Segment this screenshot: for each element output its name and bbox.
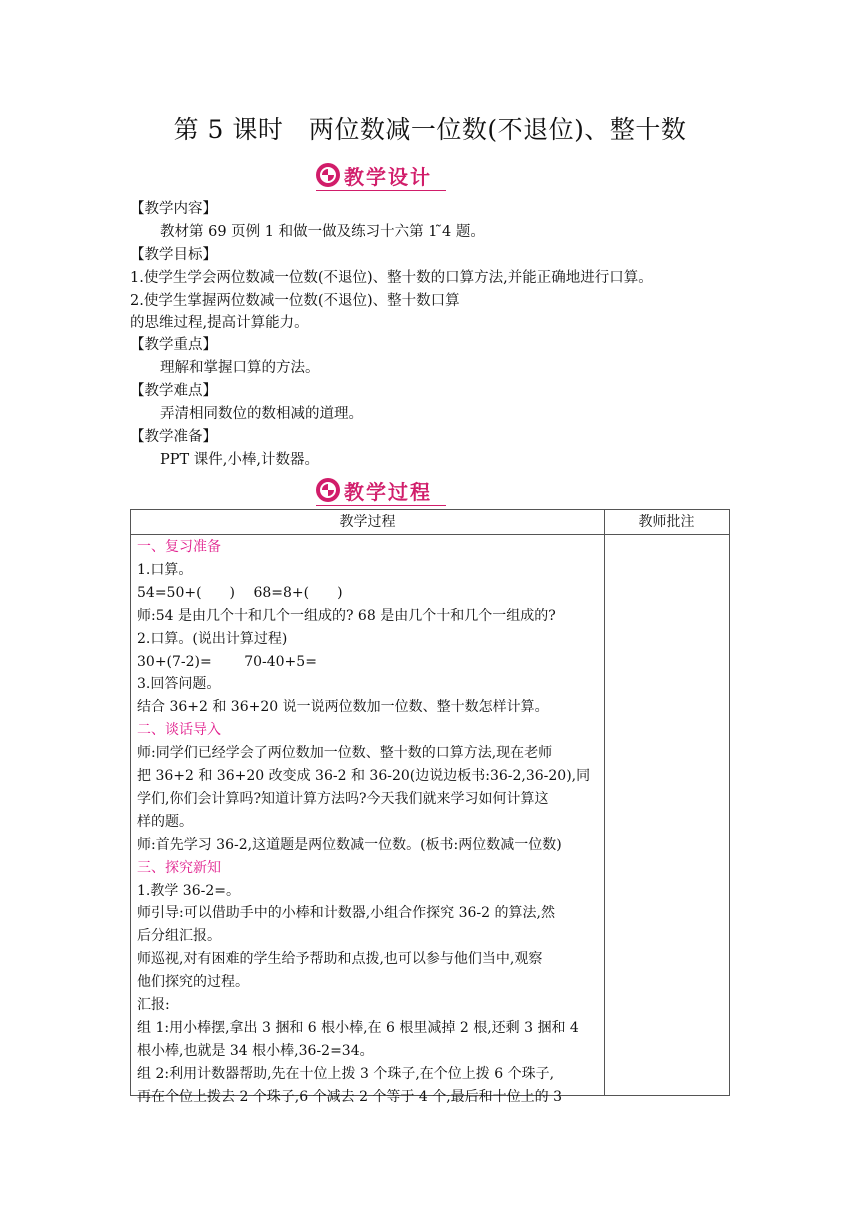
table-line: 汇报: [137, 997, 170, 1013]
section-heading: 三、探究新知 [137, 859, 221, 876]
table-line: 师引导:可以借助手中的小棒和计数器,小组合作探究 36-2 的算法,然 [137, 905, 555, 922]
table-header-divider [131, 534, 729, 535]
table-line: 师巡视,对有困难的学生给予帮助和点拨,也可以参与他们当中,观察 [137, 951, 543, 968]
table-line: 1.教学 36-2=。 [137, 882, 240, 899]
banner-label: 教学设计 [344, 164, 432, 189]
design-line: 【教学目标】 [130, 247, 217, 263]
table-line: 后分组汇报。 [137, 928, 221, 945]
design-line: 【教学重点】 [130, 337, 217, 353]
table-line: 再在个位上拨去 2 个珠子,6 个减去 2 个等于 4 个,最后和十位上的 3 [137, 1088, 563, 1105]
design-line: 的思维过程,提高计算能力。 [130, 315, 309, 331]
table-line: 根小棒,也就是 34 根小棒,36-2=34。 [137, 1042, 374, 1059]
flower-logo-icon [316, 163, 340, 187]
section-heading: 二、谈话导入 [137, 722, 221, 739]
table-line: 学们,你们会计算吗?知道计算方法吗?今天我们就来学习如何计算这 [137, 790, 549, 807]
process-table [130, 509, 730, 1105]
table-line: 他们探究的过程。 [137, 974, 249, 991]
table-line: 样的题。 [137, 813, 193, 830]
design-line: 【教学准备】 [130, 429, 217, 445]
table-header-process: 教学过程 [339, 514, 396, 530]
table-line: 结合 36+2 和 36+20 说一说两位数加一位数、整十数怎样计算。 [137, 699, 549, 716]
design-line: PPT 课件,小棒,计数器。 [160, 452, 320, 468]
table-line: 师:首先学习 36-2,这道题是两位数减一位数。(板书:两位数减一位数) [137, 836, 562, 853]
design-line: 2.使学生掌握两位数减一位数(不退位)、整十数口算 [130, 293, 460, 309]
table-line: 54=50+( ) 68=8+( ) [137, 584, 343, 601]
table-line: 3.回答问题。 [137, 676, 221, 693]
section-heading: 一、复习准备 [137, 539, 221, 555]
table-line: 组 2:利用计数器帮助,先在十位上拨 3 个珠子,在个位上拨 6 个珠子, [137, 1065, 555, 1082]
design-line: 1.使学生学会两位数减一位数(不退位)、整十数的口算方法,并能正确地进行口算。 [130, 270, 653, 286]
design-line: 理解和掌握口算的方法。 [160, 360, 320, 376]
design-line: 教材第 69 页例 1 和做一做及练习十六第 1 ̃4 题。 [160, 224, 485, 240]
table-header-teacher-notes: 教师批注 [638, 514, 695, 530]
banner-label: 教学过程 [344, 479, 432, 504]
design-line: 【教学内容】 [130, 201, 217, 217]
design-line: 弄清相同数位的数相减的道理。 [160, 406, 363, 422]
banner-teaching-process [316, 475, 446, 506]
table-column-divider [604, 510, 605, 1095]
table-line: 2.口算。(说出计算过程) [137, 630, 288, 647]
table-line: 1.口算。 [137, 561, 193, 578]
flower-logo-icon [316, 478, 340, 502]
banner-teaching-design [316, 160, 446, 191]
table-line: 把 36+2 和 36+20 改变成 36-2 和 36-20(边说边板书:36-2,36-20),同 [137, 768, 591, 784]
table-line: 师:同学们已经学会了两位数加一位数、整十数的口算方法,现在老师 [137, 745, 553, 762]
design-line: 【教学难点】 [130, 383, 217, 399]
page-title: 第 5 课时 两位数减一位数(不退位)、整十数 [173, 115, 687, 144]
table-line: 30+(7-2)= 70-40+5= [137, 653, 317, 670]
table-line: 师:54 是由几个十和几个一组成的? 68 是由几个十和几个一组成的? [137, 607, 556, 624]
table-line: 组 1:用小棒摆,拿出 3 捆和 6 根小棒,在 6 根里减掉 2 根,还剩 3 捆和 4 [137, 1019, 579, 1036]
